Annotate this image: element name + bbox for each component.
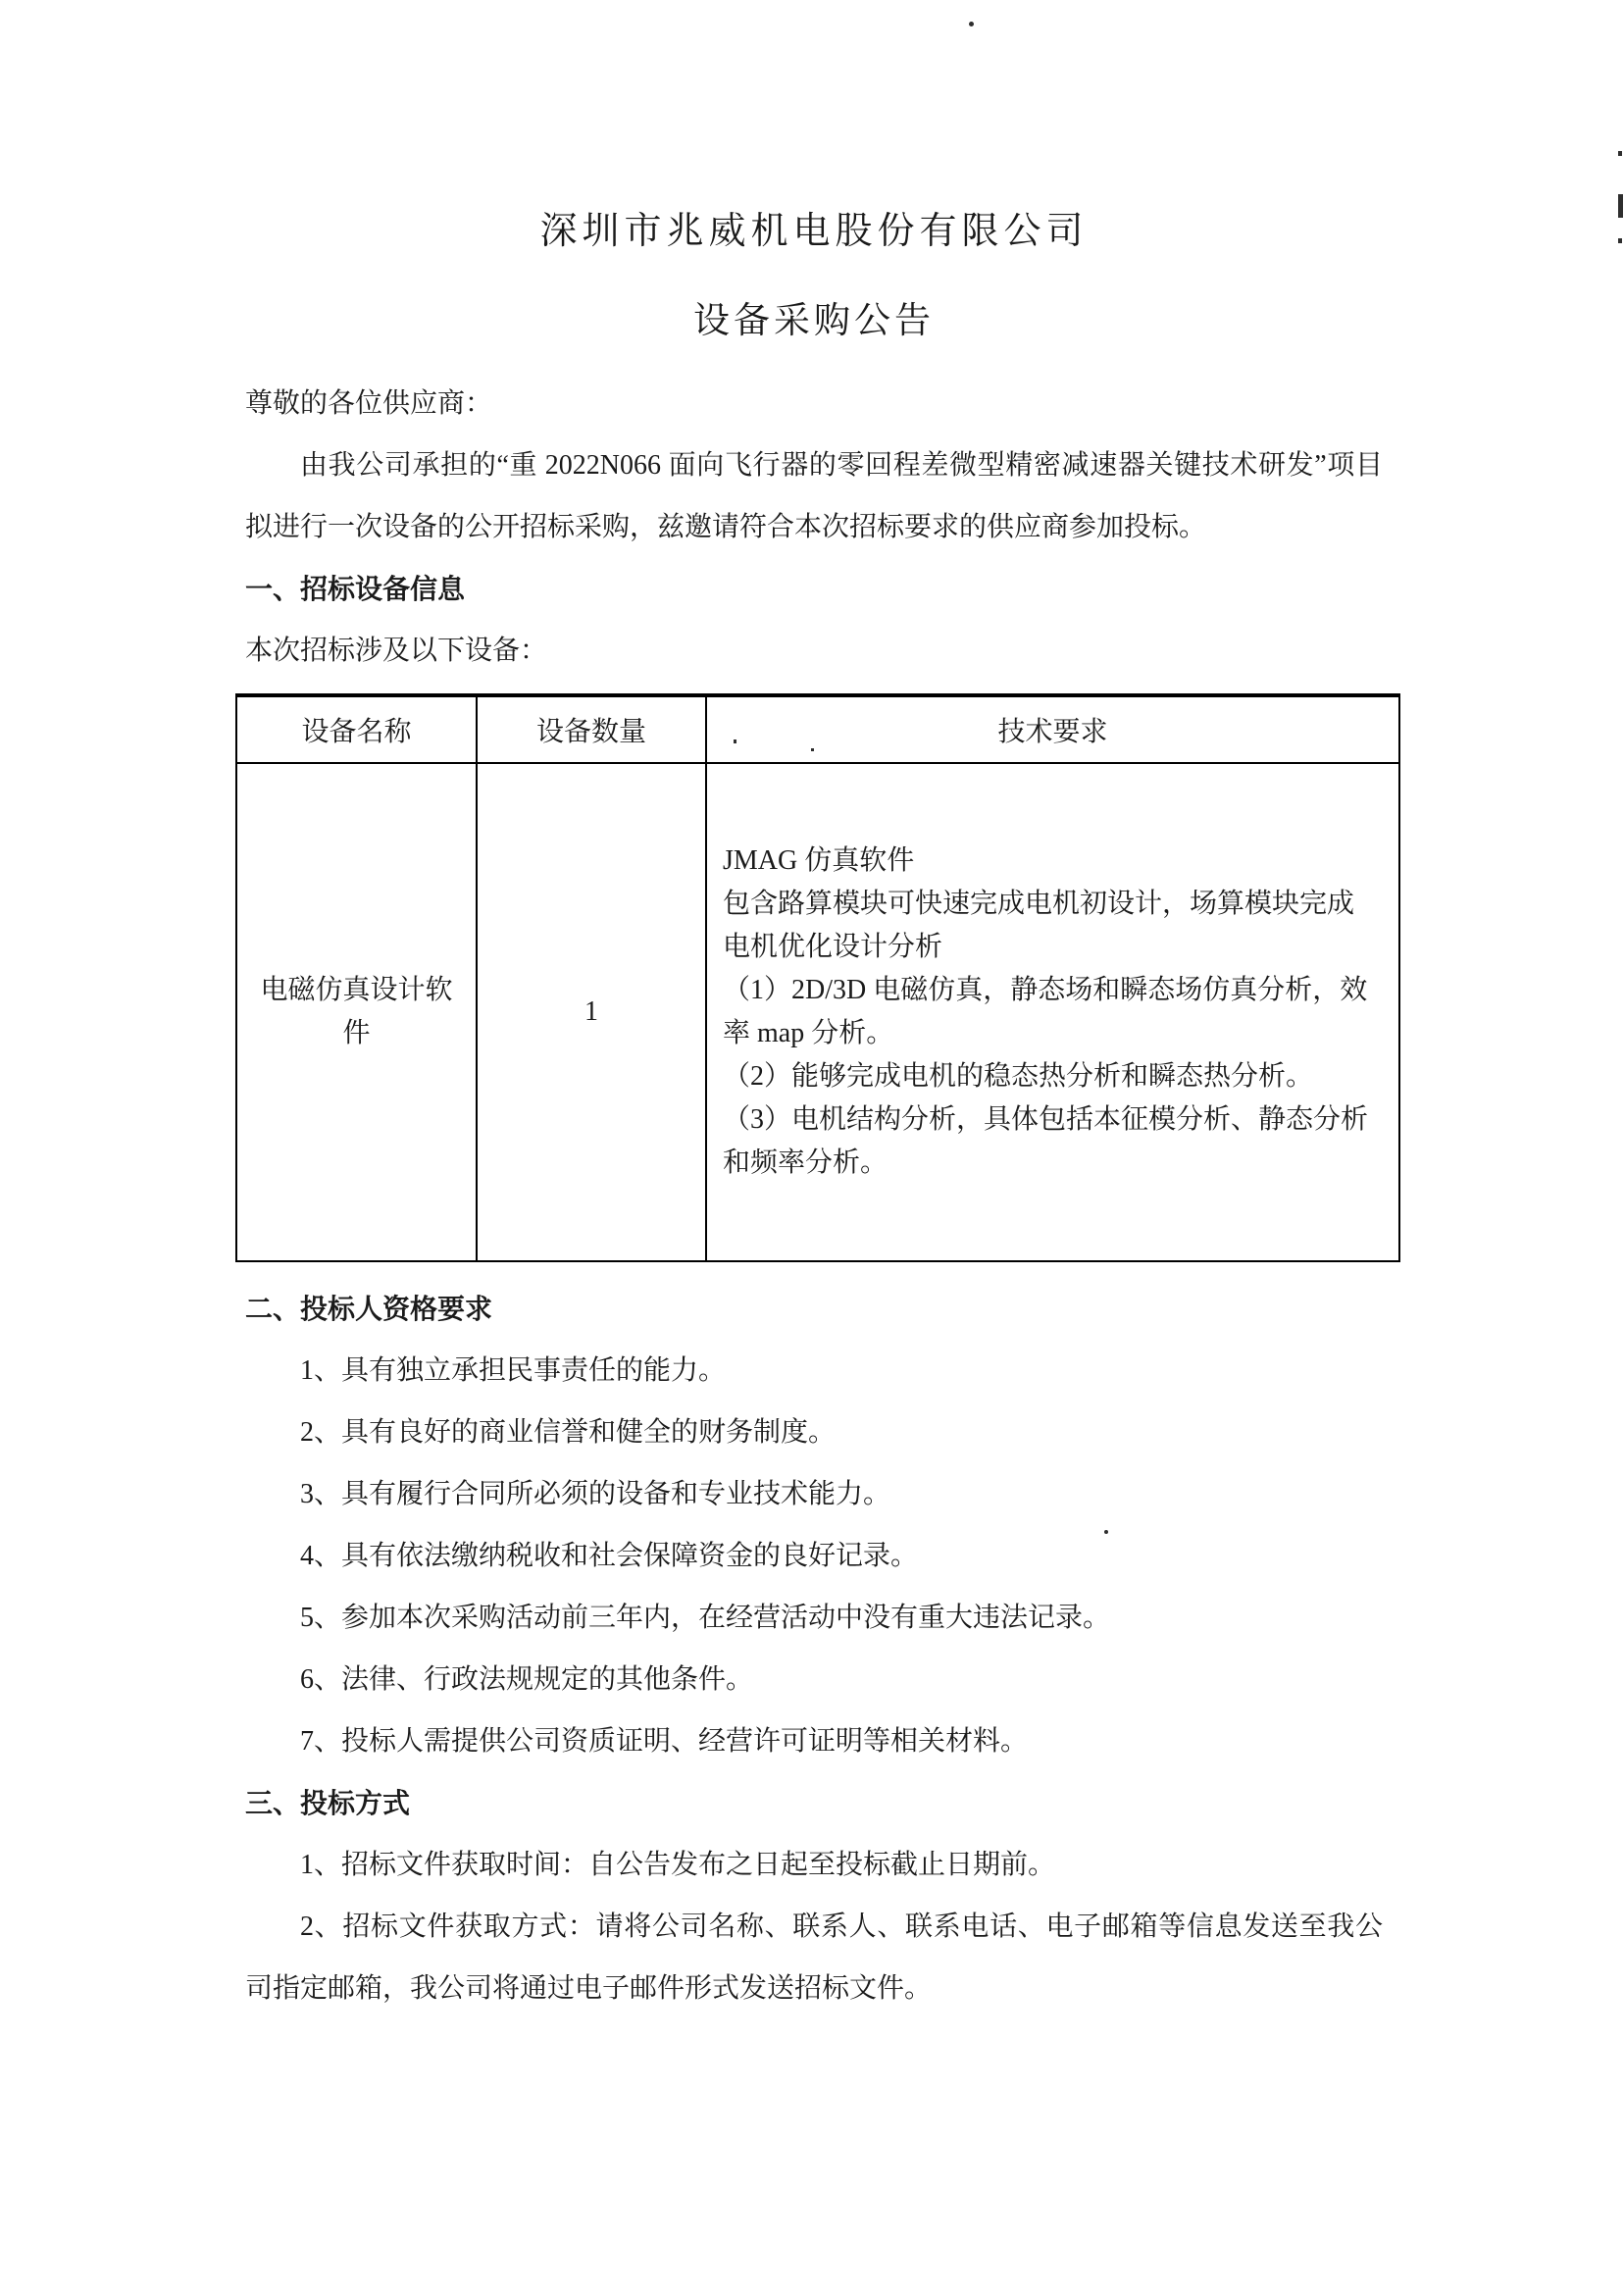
requirement-line: （3）电机结构分析，具体包括本征模分析、静态分析和频率分析。 — [723, 1104, 1369, 1178]
bidding-method-item: 2、招标文件获取方式：请将公司名称、联系人、联系电话、电子邮箱等信息发送至我公司指定邮箱，我公司将通过电子邮件形式发送招标文件。 — [245, 1912, 1383, 2004]
qualification-item: 5、参加本次采购活动前三年内，在经营活动中没有重大违法记录。 — [300, 1603, 1111, 1633]
requirement-line: （1）2D/3D 电磁仿真，静态场和瞬态场仿真分析，效率 map 分析。 — [723, 975, 1368, 1048]
technical-requirements-cell — [706, 763, 1399, 1261]
notice-title: 设备采购公告 — [693, 301, 935, 341]
scan-artifact — [969, 22, 974, 26]
qualification-item: 2、具有良好的商业信誉和健全的财务制度。 — [300, 1417, 837, 1448]
document-content — [245, 0, 1383, 2019]
section-heading-bidding-method: 三、投标方式 — [245, 1788, 411, 1818]
scan-artifact — [1618, 238, 1622, 243]
column-header-device-name: 设备名称 — [236, 695, 477, 763]
bidding-method-item: 1、招标文件获取时间：自公告发布之日起至投标截止日期前。 — [300, 1850, 1056, 1880]
qualification-item: 7、投标人需提供公司资质证明、经营许可证明等相关材料。 — [300, 1726, 1029, 1757]
column-header-technical-requirements: 技术要求 — [706, 695, 1399, 763]
scan-artifact — [734, 739, 736, 743]
qualification-item: 3、具有履行合同所必须的设备和专业技术能力。 — [300, 1479, 891, 1509]
table-row — [236, 763, 1399, 1261]
qualification-item: 6、法律、行政法规规定的其他条件。 — [300, 1664, 754, 1695]
device-quantity-cell: 1 — [477, 763, 706, 1261]
section-heading-bidder-qualifications: 二、投标人资格要求 — [245, 1294, 493, 1324]
column-header-device-quantity: 设备数量 — [477, 695, 706, 763]
scan-artifact — [811, 748, 814, 751]
scan-artifact — [1618, 151, 1622, 156]
company-title: 深圳市兆威机电股份有限公司 — [539, 211, 1089, 252]
table-lead-in: 本次招标涉及以下设备： — [245, 636, 548, 666]
qualification-item: 4、具有依法缴纳税收和社会保障资金的良好记录。 — [300, 1541, 919, 1571]
requirement-line: JMAG 仿真软件 — [723, 845, 915, 876]
requirement-line: （2）能够完成电机的稳态热分析和瞬态热分析。 — [723, 1061, 1314, 1092]
device-name-cell: 电磁仿真设计软件 — [236, 763, 477, 1261]
table-header-row — [236, 695, 1399, 763]
requirement-line: 包含路算模块可快速完成电机初设计，场算模块完成电机优化设计分析 — [723, 889, 1355, 962]
scan-artifact — [1618, 194, 1623, 218]
equipment-table — [235, 693, 1400, 1262]
salutation: 尊敬的各位供应商： — [245, 388, 493, 419]
section-heading-equipment-info: 一、招标设备信息 — [245, 574, 466, 604]
intro-paragraph: 由我公司承担的“重 2022N066 面向飞行器的零回程差微型精密减速器关键技术研发”项目拟进行一次设备的公开招标采购，兹邀请符合本次招标要求的供应商参加投标。 — [245, 450, 1383, 542]
qualification-item: 1、具有独立承担民事责任的能力。 — [300, 1355, 727, 1386]
scan-artifact — [1104, 1530, 1108, 1534]
